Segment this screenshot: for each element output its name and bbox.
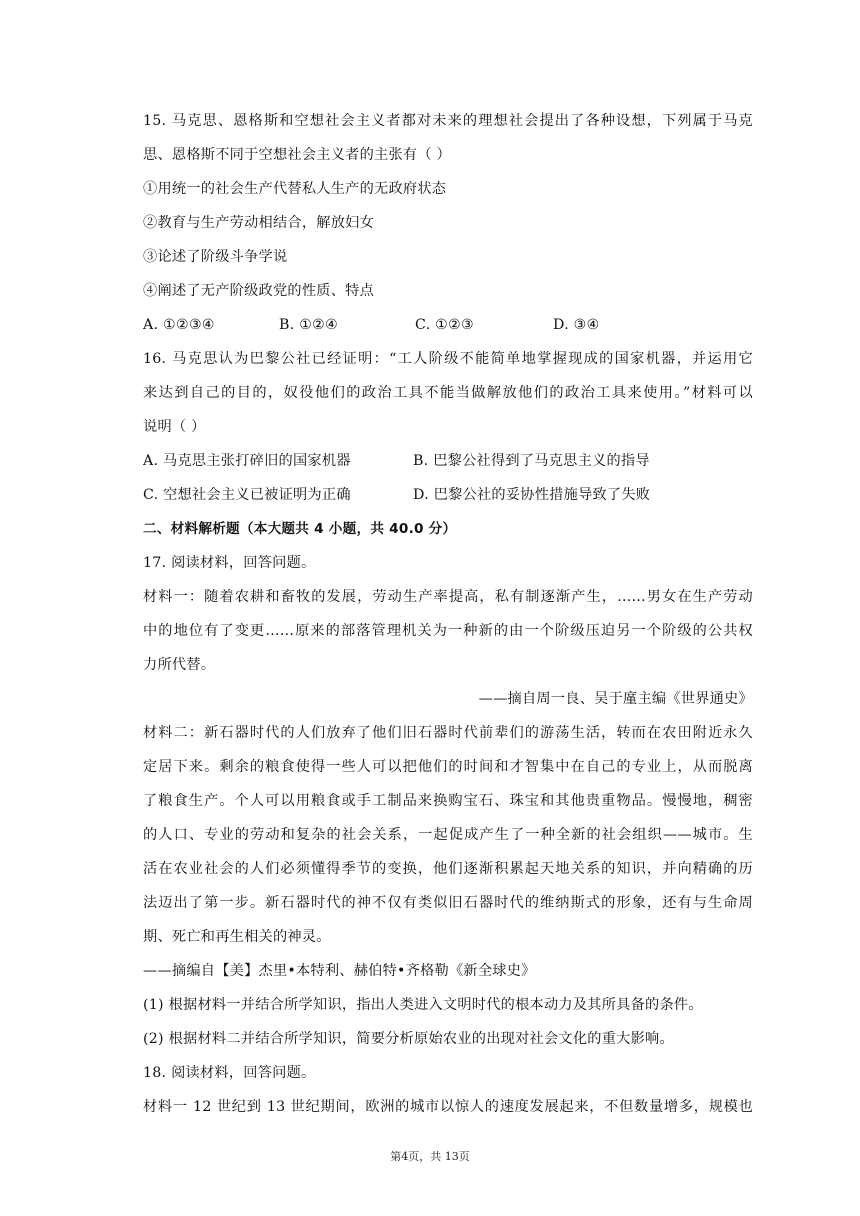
- q17-material1-source: ——摘自周一良、吴于廑主编《世界通史》: [478, 691, 753, 707]
- q17-material2-line7: 期、死亡和再生相关的神灵。: [143, 929, 331, 945]
- section-heading: 二、材料解析题（本大题共 4 小题，共 40.0 分）: [143, 521, 457, 537]
- q16-option-a[interactable]: A. 马克思主张打碎旧的国家机器: [143, 453, 351, 469]
- q16-option-c[interactable]: C. 空想社会主义已被证明为正确: [143, 487, 351, 503]
- q16-stem-line3: 说明（ ）: [143, 419, 206, 435]
- q18-material1-line1: 材料一 12 世纪到 13 世纪期间，欧洲的城市以惊人的速度发展起来，不但数量增多，规模也: [143, 1099, 753, 1115]
- q17-material2-line1: 材料二：新石器时代的人们放弃了他们旧石器时代前辈们的游荡生活，转而在农田附近永久: [143, 725, 753, 741]
- q16-options-row1: [143, 451, 753, 471]
- q16-option-b[interactable]: B. 巴黎公社得到了马克思主义的指导: [413, 453, 650, 469]
- q16-options-row2: [143, 485, 753, 505]
- q16-stem-line1: 16. 马克思认为巴黎公社已经证明：“工人阶级不能简单地掌握现成的国家机器，并运用它: [143, 351, 753, 367]
- q17-material2-line4: 的人口、专业的劳动和复杂的社会关系，一起促成产生了一种全新的社会组织——城市。生: [143, 827, 753, 843]
- q16-option-d[interactable]: D. 巴黎公社的妥协性措施导致了失败: [413, 487, 651, 503]
- q15-stem-line1: 15. 马克思、恩格斯和空想社会主义者都对未来的理想社会提出了各种设想，下列属于马克: [143, 113, 753, 129]
- q15-stem-line2: 思、恩格斯不同于空想社会主义者的主张有（ ）: [143, 147, 451, 163]
- q15-item-1: ①用统一的社会生产代替私人生产的无政府状态: [143, 181, 447, 197]
- q17-subquestion-2: (2) 根据材料二并结合所学知识，简要分析原始农业的出现对社会文化的重大影响。: [143, 1031, 674, 1047]
- q15-item-4: ④阐述了无产阶级政党的性质、特点: [143, 283, 375, 299]
- q17-material2-line2: 定居下来。剩余的粮食使得一些人可以把他们的时间和才智集中在自己的专业上，从而脱离: [143, 759, 753, 775]
- q15-option-b[interactable]: B. ①②④: [279, 317, 339, 333]
- q15-option-a[interactable]: A. ①②③④: [143, 317, 215, 333]
- q17-subquestion-1: (1) 根据材料一并结合所学知识，指出人类进入文明时代的根本动力及其所具备的条件。: [143, 997, 703, 1013]
- q15-item-2: ②教育与生产劳动相结合，解放妇女: [143, 215, 375, 231]
- q15-options: [143, 315, 753, 335]
- page-footer: 第4页，共 13页: [390, 1150, 470, 1163]
- q17-title: 17. 阅读材料，回答问题。: [143, 555, 316, 571]
- q17-material1-line3: 力所代替。: [143, 657, 216, 673]
- q15-item-3: ③论述了阶级斗争学说: [143, 249, 288, 265]
- q16-stem-line2: 来达到自己的目的，奴役他们的政治工具不能当做解放他们的政治工具来使用。”材料可以: [143, 385, 753, 401]
- q15-option-d[interactable]: D. ③④: [553, 317, 600, 333]
- q17-material2-line3: 了粮食生产。个人可以用粮食或手工制品来换购宝石、珠宝和其他贵重物品。慢慢地，稠密: [143, 793, 753, 809]
- q17-material2-source: ——摘编自【美】杰里•本特利、赫伯特•齐格勒《新全球史》: [143, 963, 536, 979]
- q17-material2-line6: 法迈出了第一步。新石器时代的神不仅有类似旧石器时代的维纳斯式的形象，还有与生命周: [143, 895, 753, 911]
- q17-material1-line1: 材料一：随着农耕和畜牧的发展，劳动生产率提高，私有制逐渐产生，……男女在生产劳动: [143, 589, 753, 605]
- q18-title: 18. 阅读材料，回答问题。: [143, 1065, 316, 1081]
- q15-option-c[interactable]: C. ①②③: [415, 317, 475, 333]
- q17-material1-line2: 中的地位有了变更……原来的部落管理机关为一种新的由一个阶级压迫另一个阶级的公共权: [143, 623, 753, 639]
- q17-material2-line5: 活在农业社会的人们必须懂得季节的变换，他们逐渐积累起天地关系的知识，并向精确的历: [143, 861, 753, 877]
